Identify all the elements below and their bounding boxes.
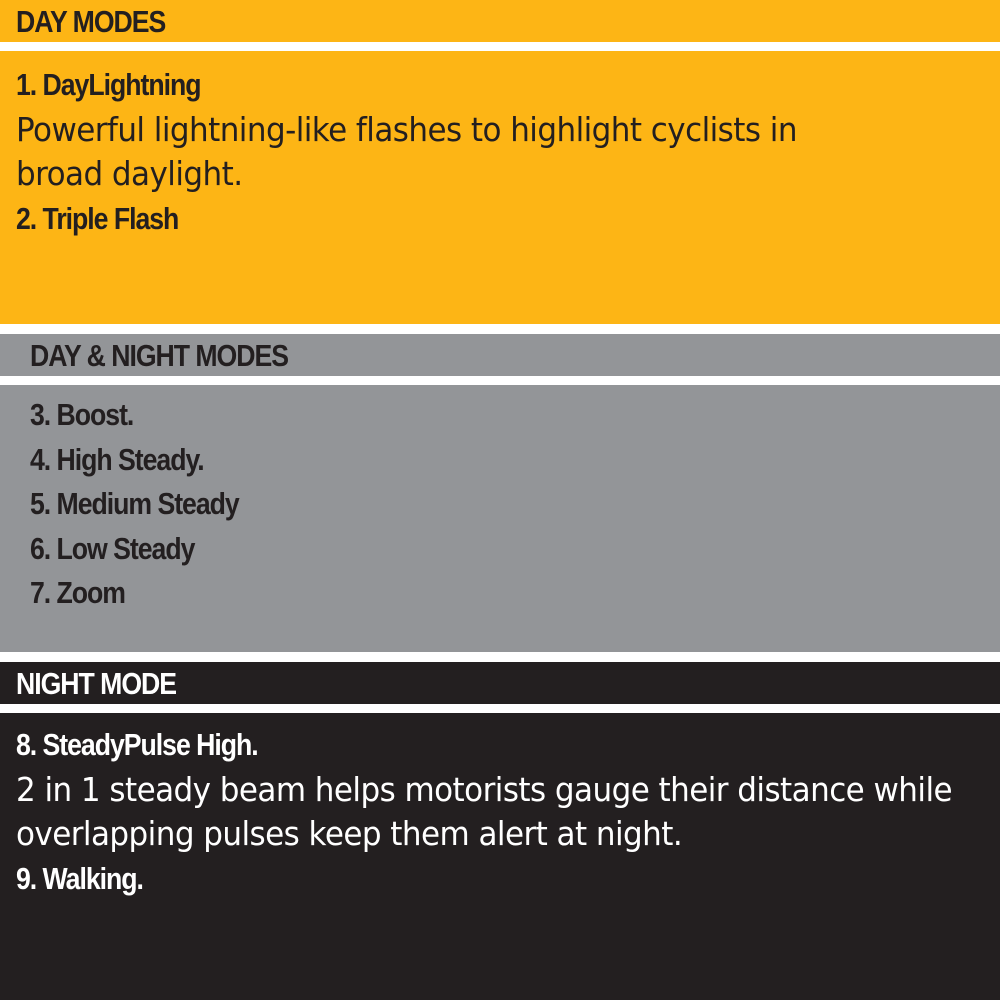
mode-daylightning-title: 1. DayLightning [16,67,201,102]
day-night-modes-list [30,393,273,616]
mode-high-steady-title: 4. High Steady. [30,441,204,477]
mode-low-steady-title: 6. Low Steady [30,530,195,566]
mode-triple-flash-title: 2. Triple Flash [16,200,179,236]
day-modes-heading: DAY MODES [16,4,166,39]
day-modes-list [16,63,847,241]
mode-medium-steady-title: 5. Medium Steady [30,486,239,521]
mode-walking-title: 9. Walking. [16,860,143,896]
day-night-modes-header-bar [0,334,1000,376]
mode-zoom-title: 7. Zoom [30,575,125,610]
night-mode-heading: NIGHT MODE [16,666,177,701]
day-modes-panel [0,51,1000,324]
night-mode-list [16,723,1000,901]
mode-daylightning-description-line2: broad daylight. [16,154,243,193]
mode-boost-title: 3. Boost. [30,397,134,432]
night-mode-header-bar [0,662,1000,704]
day-modes-header-bar [0,0,1000,42]
mode-steadypulse-high-description-line1: 2 in 1 steady beam helps motorists gauge their distance while [16,769,953,809]
day-night-modes-heading: DAY & NIGHT MODES [30,338,288,373]
mode-steadypulse-high-title: 8. SteadyPulse High. [16,727,258,762]
mode-daylightning-description-line1: Powerful lightning-like flashes to highlight cyclists in [16,109,797,149]
day-night-modes-panel [0,385,1000,652]
mode-steadypulse-high-description-line2: overlapping pulses keep them alert at night. [16,814,683,853]
night-mode-panel [0,713,1000,1000]
